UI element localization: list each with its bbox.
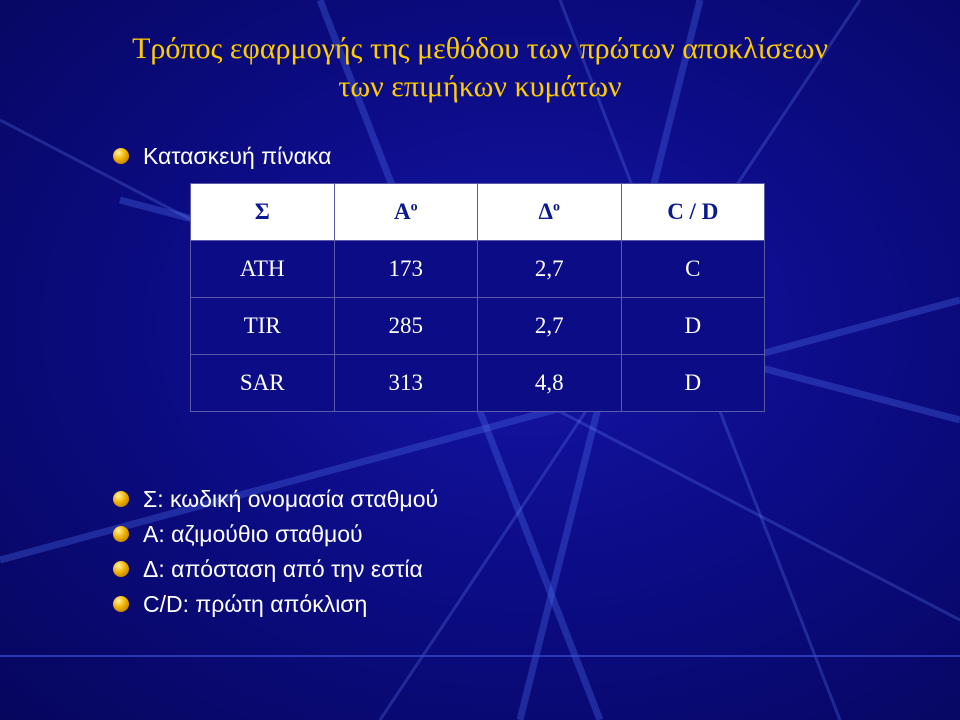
table-cell: 173 xyxy=(334,241,478,298)
table-cell: 285 xyxy=(334,298,478,355)
data-table xyxy=(190,183,765,412)
table-cell: 2,7 xyxy=(478,241,622,298)
table-row xyxy=(191,298,765,355)
section-bullet-text: Κατασκευή πίνακα xyxy=(143,143,332,169)
section-bullet xyxy=(113,143,331,170)
bullet-icon xyxy=(113,561,129,577)
bullet-icon xyxy=(113,596,129,612)
table-cell: ATH xyxy=(191,241,335,298)
legend-notes xyxy=(113,484,438,624)
header-cell: $\Delta^o$ xyxy=(478,184,622,241)
list-item: Δ: απόσταση από την εστία xyxy=(113,554,438,589)
table-cell: TIR xyxy=(191,298,335,355)
header-cell: C / D xyxy=(621,184,765,241)
table-row xyxy=(191,355,765,412)
bottom-rule xyxy=(0,655,960,657)
table-cell: D xyxy=(621,298,765,355)
slide-title xyxy=(0,30,960,106)
table-cell: 4,8 xyxy=(478,355,622,412)
table-header-row xyxy=(191,184,765,241)
table-cell: 2,7 xyxy=(478,298,622,355)
table-cell: SAR xyxy=(191,355,335,412)
bullet-icon xyxy=(113,526,129,542)
table-cell: 313 xyxy=(334,355,478,412)
list-item: Σ: κωδική ονομασία σταθμού xyxy=(113,484,438,519)
list-item: C/D: πρώτη απόκλιση xyxy=(113,589,438,624)
header-cell: Σ xyxy=(191,184,335,241)
table-row xyxy=(191,241,765,298)
header-cell: $A^o$ xyxy=(334,184,478,241)
table-cell: D xyxy=(621,355,765,412)
table-cell: C xyxy=(621,241,765,298)
title-line-1: Τρόπος εφαρμογής της μεθόδου των πρώτων αποκλίσεων xyxy=(132,32,828,65)
bullet-icon xyxy=(113,491,129,507)
title-line-2: των επιμήκων κυμάτων xyxy=(338,70,622,103)
bullet-icon xyxy=(113,148,129,164)
list-item: Α: αζιμούθιο σταθμού xyxy=(113,519,438,554)
